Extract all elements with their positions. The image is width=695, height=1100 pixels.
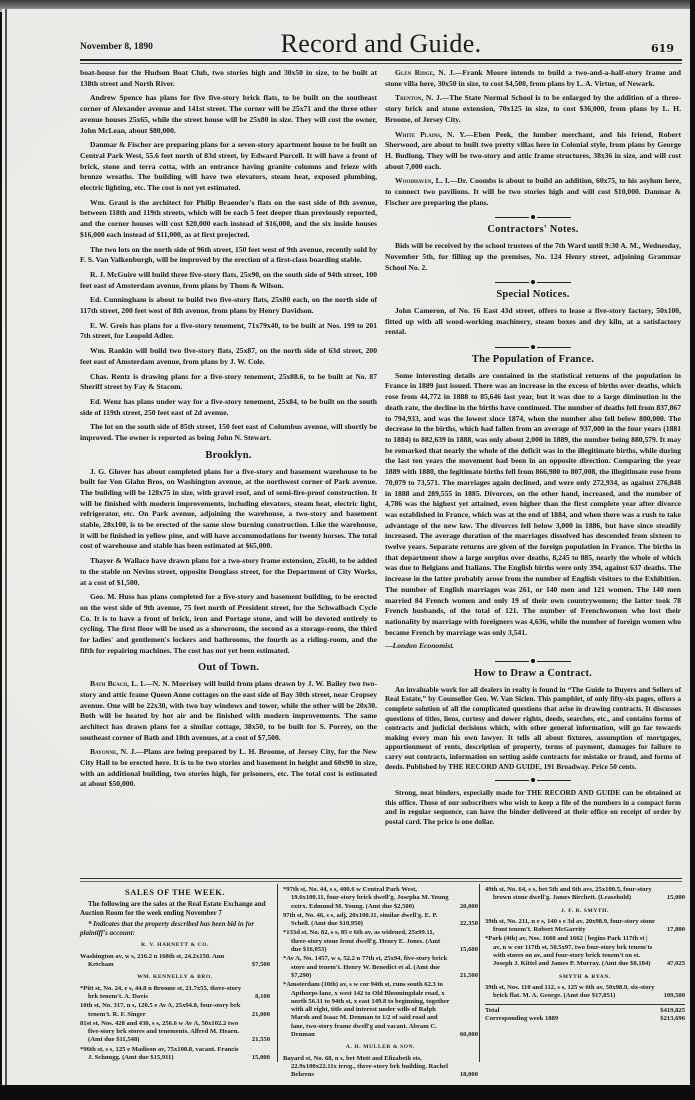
article-paragraph: E. W. Greis has plans for a five-story tenement, 71x79x40, to be built at Nos. 199 to 201 7th street, for Leopold Adler. [80, 320, 377, 341]
page-header [80, 28, 682, 64]
sale-amount: 47,025 [666, 960, 685, 968]
article-paragraph [385, 176, 681, 208]
scan-right-edge [690, 0, 695, 1100]
sale-entry [283, 955, 478, 980]
place-name: Bath Beach, L. I. [90, 679, 146, 689]
sale-entry [80, 1002, 270, 1019]
sale-entry [283, 886, 478, 911]
sale-amount: 15,600 [459, 946, 478, 954]
section-heading-out-of-town: Out of Town. [197, 662, 260, 674]
sale-entry [283, 1055, 478, 1080]
sales-intro: The following are the sales at the Real Estate Exchange and Auction Room for the week ending November 7 [80, 900, 266, 918]
sales-total-row [485, 1004, 685, 1015]
section-heading-contract: How to Draw a Contract. [473, 668, 593, 680]
article-paragraph: Chas. Rentz is drawing plans for a five-story tenement, 25x88.6, to be built at No. 87 Sheriff street by Fay & Stacom. [80, 371, 377, 392]
article-paragraph [80, 747, 377, 790]
sale-amount: 15,000 [251, 1054, 270, 1062]
sale-entry [485, 886, 685, 903]
sale-description: Washington av, w s, 216.2 n 168th st, 24.2x150. Ann Ketcham [80, 952, 225, 969]
sale-amount: $7,500 [251, 961, 270, 969]
section-rule [80, 878, 682, 879]
sale-entry [283, 912, 478, 929]
sale-amount: 21,500 [459, 971, 478, 979]
sale-description: 10th st, No. 317, n s, 120.5 e Av A, 25x94.8, four-story brk tenem't. R. F. Singer [80, 1002, 241, 1018]
article-paragraph: The two lots on the north side of 96th street, 150 feet west of 9th avenue, recently sold by F. S. Van Valkenburgh, will be improved by the erection of a first-class boarding stable. [80, 244, 377, 265]
sale-description: Bayard st, No. 68, n s, bet Mott and Elizabeth sts, 22.9x100x22.11x irreg., three-story brk building. Rachel Behrens [283, 1054, 448, 1079]
article-paragraph: Ed. Wenz has plans under way for a five-story tenement, 25x84, to be built on the south side of 119th street, 250 feet east of 2d avenue. [80, 396, 377, 417]
sale-entry [485, 918, 685, 935]
sale-description: *Pitt st, No. 24, e s, 44.8 n Broome st, 21.7x55, three-story brk tenem't. A. Davis [80, 984, 242, 1000]
corresponding-amount: $213,696 [660, 1014, 685, 1022]
place-name: Woodhaven, L. I. [395, 176, 450, 186]
paragraph-text: —Plans are being prepared by L. H. Broome, of Jersey City, for the New City Hall to be erected here. It is to be two stories and basement in height and 60x90 in size, with an additional building, two stories high, for prisoners, etc. The total cost is estimated at about $50,000. [80, 747, 377, 789]
sale-description: 39th st, Nos. 110 and 112, s s, 125 w 6th av, 50x98.9, six-story brick flat. M. A. George. (Amt due $17,851) [485, 983, 655, 1000]
paragraph-text: —Eben Peek, the lumber merchant, and his friend, Robert Sherwood, are about to built two pretty villas here in Colonial style, from plans by George H. Budlong. They will be two-story and attic frame structures, 38x36 in size, and will cost about 7,000 each. [385, 129, 681, 171]
sale-description: *Park (4th) av, Nos. 1660 and 1662 | begins Park 117th st | av, n w cor 117th st, 50.5x97, two four-story brk tenem'ts with stores on av, and four-story brick tenem't on st. Joseph J. Kittel and James P. Murray. (Amt due $8,184) [485, 935, 653, 968]
article-paragraph: Andrew Spence has plans for five five-story brick flats, to be built on the southeast corner of Alexander avenue and 141st street. The corner will be 25x71 and the three other avenue houses 25x65, while the street house will be 25x80 in size. They will cost the owner, John McLean, about $80,000. [80, 93, 377, 135]
section-heading-population-france: The Population of France. [471, 354, 595, 366]
place-name: Glen Ridge, N. J. [395, 68, 455, 77]
place-name: White Plains, N. Y. [395, 129, 466, 139]
sale-amount: 15,000 [666, 894, 685, 902]
section-heading-brooklyn: Brooklyn. [205, 449, 252, 461]
sale-entry [80, 985, 270, 1002]
sale-amount: 21,550 [251, 1036, 270, 1044]
ornament-divider [385, 342, 681, 352]
sale-description: *Av A, No. 1457, w s, 52.2 n 77th st, 25x94, five-story brick store and tenem't. Henry W. Benedict et al. (Amt due $7,290) [283, 955, 448, 979]
sale-amount: 8,100 [255, 992, 270, 1000]
article-paragraph: J. G. Glover has about completed plans for a five-story and basement warehouse to be built for Von Glahn Bros, on Washington avenue, at the northwest corner of Park avenue. The building will be 128x75 in size, with gravel roof, and of semi-fire-proof construction. It will be finished with modern improvements, including elevators, steam heat, electric light, refrigerator, etc. On Park avenue, adjoining the warehouse, a two-story and basement stable, 28x100, is to be erected of the same slow burning construction. Like the warehouse, it will be finished in yellow pine, and will have accommodations for twenty horses. The total cost of warehouse and stable has been estimated at $65,000. [80, 466, 377, 551]
total-amount: $419,825 [660, 1006, 685, 1014]
sale-amount: 21,000 [251, 1010, 270, 1018]
article-paragraph: Geo. M. Huss has plans completed for a five-story and basement building, to be erected on the west side of 9th avenue, 75 feet north of President street, for the Schwalbach Cycle Co. It is to have a front of brick, iron and Portage stone, and will be devoted entirely to cycling. The first floor will be used as a showroom, the second as a storage-room, the third for ladies' and gentlemen's lockers and bathrooms, the fourth as a riding-room, and the fifth for repairing machines. The cost has not yet been estimated. [80, 592, 377, 655]
sale-entry [283, 981, 478, 1039]
section-heading-special-notices: Special Notices. [496, 289, 570, 301]
article-paragraph: R. J. McGuire will build three five-story flats, 25x90, on the south side of 94th street, 100 feet east of Amsterdam avenue, from plans by Thom & Wilson. [80, 269, 377, 290]
corresponding-week-row [485, 1015, 685, 1023]
article-paragraph [385, 68, 681, 89]
sale-amount: 60,000 [459, 1031, 478, 1039]
article-source: —London Economist. [385, 641, 455, 651]
article-paragraph: Some interesting details are contained in the statistical returns of the population in France in 1889 just issued. There was an increase in the excess of births over deaths, which rose from 44,772 in 1888 to 85,646 last year, but it was due to a large diminution in the death rate, the decline in the births have continued. The number of deaths fell from 837,867 to 794,933, and was the lowest since 1874, when the number also fell below 800,000. The decrease in the births, which had fallen from an average of 937,000 in the four years (1881 to 1884) to 882,639 in 1888, was only about 2,000 in 1889, the number being 880,579. It may be remarked that nearly the whole of the deficit was in the illegitimate births, while during the last ten years the movement had been in an opposite direction. Comparing the year 1889 with 1880, the legitimate births fell from 866,980 to 807,008, the illegitimate rose from 70,079 to 73,571. The marriages again declined, and were only 272,934, as against 276,848 in 1888 and 289,555 in 1885. Divorces, on the other hand, increased, and the number of 4,786 was the highest yet attained, even higher than the first complete year after divorce was established in France, which was at the end of 1884, and when there was a rush to take advantage of the new law. The divorces fell below 3,000 in 1886, but have since steadily increased. The average duration of the marriages dissolved has descended from sixteen to twelve years. Separate returns are given of the foreign population in France. The births in that department show a large surplus over deaths, 8,245 to 885, nearly the whole of which was due to Belgians and Italians. The English births were only 394, against 637 deaths. The increase in the latter probably arose from the number of English visitors to the Exhibition. The number of English marriages was 261, or 140 men and 121 women. The 140 men married 84 French women and only 19 of their own countrywomen; the latter took 78 French husbands, of the total of 121. The number of Frenchwomen who lost their nationality by marriage with foreigners was 4,636, while the number of foreign women who became French by marriage was only 3,541. [385, 370, 681, 637]
paragraph-text: —Dr. Coombs is about to build an addition, 60x75, to his asylum here, to connect two pavilions. It will be two stories high and will cost $10,000. Danmar & Fischer are preparing the plans. [385, 176, 681, 207]
article-paragraph: Wm. Rankin will build two five-story flats, 25x87, on the north side of 63d street, 200 feet east of Amsterdam avenue, from plans by J. W. Cole. [80, 346, 377, 366]
issue-date: November 8, 1890 [80, 42, 153, 52]
article-paragraph: Danmar & Fischer are preparing plans for a seven-story apartment house to be built on Central Park West, 55.6 feet north of 83d street, by Edward Purcell. It will have a front of brick, stone and terra cotta, with an entrance having granite columns and frieze with bronze wreaths. The building will have two elevators, steam heat, exposed plumbing, electric lighting, etc. The cost is not yet estimated. [80, 140, 377, 193]
sale-amount: 20,000 [459, 902, 478, 910]
article-paragraph: Strong, neat binders, especially made for THE RECORD AND GUIDE can be obtained at this office. Those of our subscribers who wish to keep a file of the numbers in a compact form and in regular sequence, can have the binder delivered at their office on receipt of order by postal card. The price is one dollar. [385, 788, 681, 826]
sale-amount: 22,350 [459, 920, 478, 928]
ornament-divider [385, 775, 681, 785]
ornament-divider [385, 656, 681, 666]
article-paragraph: Thayer & Wallace have drawn plans for a two-story frame extension, 25x40, to be added to the stable on Nevins street, opposite Douglass street, for the Department of City Works, at a cost of $1,500. [80, 556, 377, 587]
article-paragraph: John Cameron, of No. 16 East 43d street, offers to lease a five-story factory, 50x100, fitted up with all wood-working machinery, steam boxes and dry kiln, at a satisfactory rental. [385, 305, 681, 337]
sale-entry [80, 1046, 270, 1063]
ornament-divider [385, 212, 681, 222]
article-paragraph: boat-house for the Hudson Boat Club, two stories high and 30x50 in size, to be built at 138th street and North River. [80, 68, 377, 88]
sales-column-1 [80, 884, 270, 1063]
paragraph-text: —N. N. Morrisey will build from plans drawn by J. W. Bailey two two-story and attic frame Queen Anne cottages on the east side of Bay 30th street, near Cropsey avenue. One will be 22x30, with two bay windows and tower, while the other will be 20x30. Both will be heated by hot air and be finished with modern improvements. The same architect has drawn plans for a similar cottage, 38x50, to be built for S. Porrey, on the southeast corner of Bath and 18th avenues, at a cost of $7,500. [80, 679, 377, 742]
binding-line [5, 9, 7, 1085]
right-column [385, 68, 681, 830]
sale-entry [485, 984, 685, 1001]
sales-heading: SALES OF THE WEEK. [124, 887, 225, 897]
section-rule-thin [80, 881, 682, 882]
ornament-divider [385, 277, 681, 287]
paragraph-text: —Frank Moore intends to build a two-and-a-half-story frame and stone villa here, 30x50 in size, to cost $4,500, from plans by L. A. Virtue, of Newark. [385, 68, 681, 88]
sale-description: *133d st, No. 82, s s, 85 e 6th av, as widened, 25x99.11, three-story stone front dwell'g. Henry E. Jones. (Amt due $16,053) [283, 929, 441, 954]
header-rule-thin [80, 63, 682, 64]
auctioneer-name: J. F. B. SMYTH. [560, 907, 610, 914]
left-column [80, 68, 377, 794]
page-number: 619 [651, 42, 674, 55]
sale-entry [80, 1020, 270, 1045]
sales-note: * Indicates that the property described has been bid in for plaintiff's account: [80, 919, 255, 937]
auctioneer-name: A. H. MULLER & SON. [345, 1044, 416, 1051]
sale-amount: 109,500 [663, 992, 685, 1000]
article-paragraph [385, 93, 681, 125]
article-paragraph: The lot on the south side of 85th street, 150 feet east of Columbus avenue, will shortly be improved. The owner is reported as being John N. Stewart. [80, 422, 377, 443]
sale-entry [485, 935, 685, 968]
sale-description: 49th st, No. 64, s s, bet 5th and 6th avs, 25x100.5, four-story brown stone dwell'g. James Birchett. (Leasehold) [485, 886, 652, 902]
auctioneer-name: WM. KENNELLY & BRO. [137, 974, 213, 981]
place-name: Bayonne, N. J. [90, 747, 137, 757]
article-paragraph [385, 130, 681, 173]
paragraph-text: —The State Normal School is to be enlarged by the addition of a three-story brick and stone extension, 70x125 in size, to cost $36,000, from plans by L. H. Broome, of Jersey City. [385, 93, 681, 124]
sale-description: 81st st, Nos. 428 and 430, s s, 256.6 w Av A, 50x102.2 two five-story brk stores and tenements. Alfred M. Hearn. (Amt due $11,548) [80, 1019, 240, 1044]
sale-description: *96th st, s s, 125 e Madison av, 75x100.8, vacant. Francis J. Schnugg. (Amt due $15,911) [80, 1045, 239, 1062]
sale-entry [80, 953, 270, 970]
sale-description: *Amsterdam (10th) av, s w cor 94th st, runs south 62.3 to Apthorps lane, x west 142 to Old Bloomingdale road, x north 56.11 to 94th st, x east 149.8 to beginning, together with all right, title and interest under wills of Ralph Marsh and Isaac M. Denman to 1/2 of said road and lane, two-story frame dwell'g and vacant. Abram C. Denman [283, 981, 450, 1039]
sale-entry [283, 929, 478, 954]
sale-description: *97th st, No. 44, s s, 400.6 w Central Park West, 19.6x100.11, four-story brick dwell'g. Josepha M. Young extrx. Edmund M. Young. (Amt due $2,500) [283, 886, 449, 910]
section-heading-contractors: Contractors' Notes. [487, 224, 579, 236]
total-label: Total [485, 1006, 500, 1014]
corresponding-label: Corresponding week 1889 [485, 1014, 559, 1022]
sales-column-3 [479, 884, 685, 1062]
header-rule [80, 59, 682, 61]
article-paragraph: Ed. Cunningham is about to build two five-story flats, 25x80 each, on the north side of 117th street, 200 feet west of 8th avenue, from plans by Henry Davidson. [80, 295, 377, 316]
sales-column-2 [277, 884, 478, 1079]
scan-bottom-edge [0, 1085, 695, 1100]
sale-description: 97th st, No. 46, s s, adj, 20x100.11, similar dwell'g. E. P. Schell. (Amt due $10,950) [283, 911, 438, 928]
article-paragraph [80, 679, 377, 743]
sale-description: 39th st, No. 211, n e s, 140 s e 3d av, 20x98.9, four-story stone front tenem't. Robert McGarrity [485, 917, 655, 934]
auctioneer-name: R. V. HARNETT & CO. [140, 942, 210, 949]
article-paragraph: An invaluable work for all dealers in realty is found in “The Guide to Buyers and Sellers of Real Estate,” by Counsellor Geo. W. Van Siclen. This pamphlet, of only fifty-six pages, offers a complete solution of all the complicated questions that arise in drawing contracts. It discusses questions of titles, liens, curtesy and dower rights, deeds, searches, etc., and contains forms of contracts and judicial decisions which, with other general information, will go far towards making every man his own lawyer. It tells all about fixtures, assumption of mortgages, apportionment of rents, description of property, terms of payment, damages for failure to carry out contracts, information on setting aside contracts for mistake or fraud, and forms of deeds. Published by THE RECORD AND GUIDE, 191 Broadway. Price 50 cents. [385, 684, 681, 771]
sale-amount: 18,000 [459, 1071, 478, 1079]
article-paragraph: Wm. Graul is the architect for Philip Braender's flats on the east side of 8th avenue, between 118th and 119th streets, which will be each 5 feet deeper than previously reported, and the corner houses will cost $20,000 each instead of $16,000, and the six inside houses $16,000 each instead of $11,000, as at first projected. [80, 197, 377, 239]
article-paragraph: Bids will be received by the school trustees of the 7th Ward until 9:30 A. M., Wednesday, November 5th, for filling up the premises, No. 124 Henry street, adjoining Grammar School No. 2. [385, 241, 681, 272]
sale-amount: 17,800 [666, 926, 685, 934]
contract-article [385, 685, 681, 827]
place-name: Trenton, N. J. [395, 93, 442, 103]
masthead-title: Record and Guide. [280, 29, 482, 58]
auctioneer-name: SMYTH & RYAN. [559, 973, 611, 980]
